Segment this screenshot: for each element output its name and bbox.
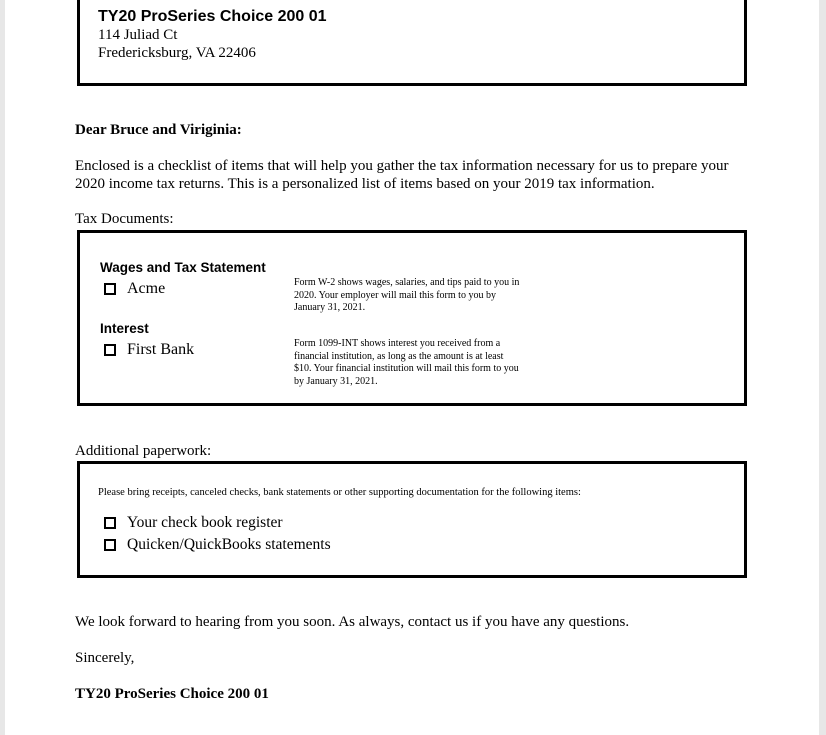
checklist-item-label: Your check book register xyxy=(127,514,283,531)
sender-address-box xyxy=(77,0,747,86)
greeting-line: Dear Bruce and Viriginia: xyxy=(75,122,242,138)
tax-documents-box xyxy=(77,230,747,406)
closing-paragraph: We look forward to hearing from you soon. As always, contact us if you have any questions. xyxy=(75,614,630,630)
page-edge-left xyxy=(0,0,5,735)
group-heading-wages: Wages and Tax Statement xyxy=(100,260,266,275)
sign-off: Sincerely, xyxy=(75,650,135,666)
additional-paperwork-label: Additional paperwork: xyxy=(75,443,212,459)
checklist-item-check-book-register[interactable] xyxy=(104,514,283,532)
page-edge-right xyxy=(819,0,826,735)
signature-name: TY20 ProSeries Choice 200 01 xyxy=(75,686,269,702)
checkbox-quicken-statements[interactable] xyxy=(104,539,116,551)
checklist-item-label: Quicken/QuickBooks statements xyxy=(127,536,331,553)
w2-description: Form W-2 shows wages, salaries, and tips paid to you in 2020. Your employer will mail this form to you by January 31, 2021. xyxy=(294,277,520,314)
sender-name: TY20 ProSeries Choice 200 01 xyxy=(98,8,327,25)
checklist-item-first-bank[interactable] xyxy=(104,340,194,359)
sender-city-state-zip: Fredericksburg, VA 22406 xyxy=(98,45,256,61)
additional-paperwork-instruction: Please bring receipts, canceled checks, bank statements or other supporting documentation for the following items: xyxy=(98,487,581,498)
checklist-item-quicken-statements[interactable] xyxy=(104,536,331,554)
checkbox-first-bank[interactable] xyxy=(104,344,116,356)
additional-paperwork-box xyxy=(77,461,747,578)
intro-paragraph: Enclosed is a checklist of items that will help you gather the tax information necessary for us to prepare your 2020 income tax returns. This is a personalized list of items based on your 2019 tax information. xyxy=(75,158,729,192)
checklist-item-acme[interactable] xyxy=(104,279,165,298)
checklist-item-label: Acme xyxy=(127,280,166,297)
1099int-description: Form 1099-INT shows interest you received from a financial institution, as long as the amount is at least $10. Your financial institution will mail this form to you by January 31, 2021. xyxy=(294,338,519,387)
checkbox-acme[interactable] xyxy=(104,283,116,295)
tax-documents-label: Tax Documents: xyxy=(75,211,174,227)
sender-street: 114 Juliad Ct xyxy=(98,27,178,43)
checkbox-check-book-register[interactable] xyxy=(104,517,116,529)
checklist-item-label: First Bank xyxy=(127,341,195,358)
group-heading-interest: Interest xyxy=(100,321,149,336)
